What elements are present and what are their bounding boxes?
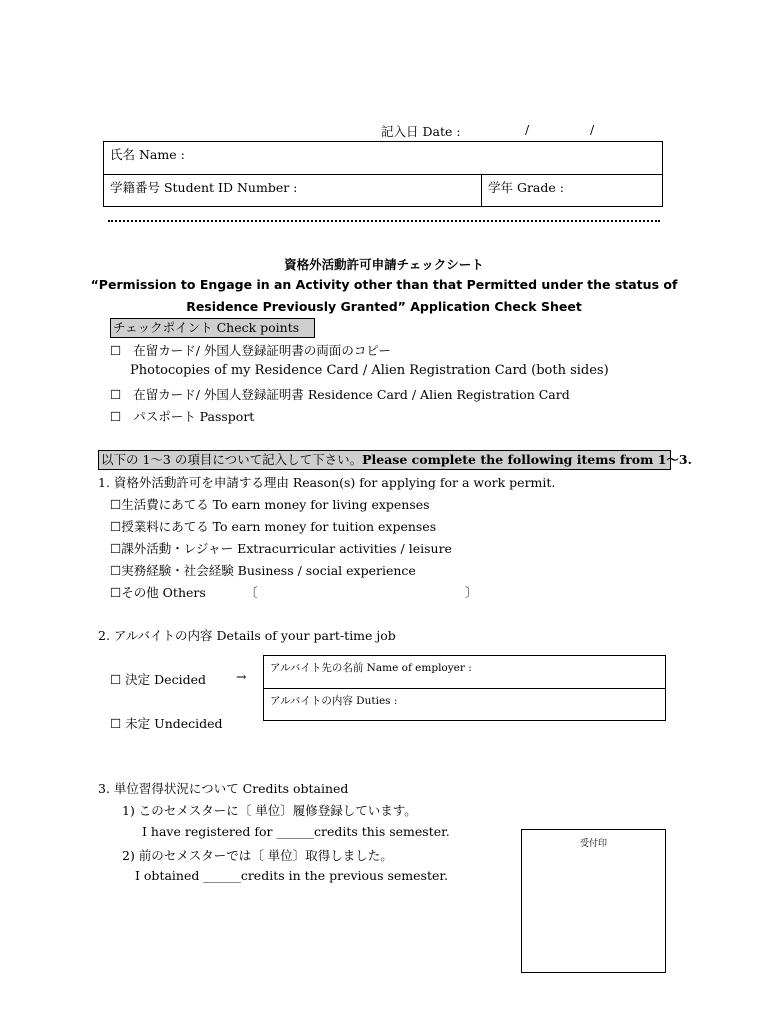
section3-heading: 3. 単位習得状況について Credits obtained bbox=[98, 781, 349, 796]
student-info-table bbox=[103, 141, 663, 207]
title-english-line2: Residence Previously Granted” Application Check Sheet bbox=[186, 299, 582, 314]
credits-registered-jp: 1) このセメスターに〔 単位〕履修登録しています。 bbox=[122, 803, 417, 818]
instruction-japanese: 以下の 1〜3 の項目について記入して下さい。 bbox=[101, 452, 363, 467]
date-separator: / bbox=[590, 122, 595, 137]
employer-name-field[interactable]: アルバイト先の名前 Name of employer : bbox=[270, 662, 472, 674]
instruction-banner bbox=[98, 450, 692, 470]
date-separator: / bbox=[525, 122, 530, 137]
title-english-line1: “Permission to Engage in an Activity other than that Permitted under the status of bbox=[90, 277, 678, 292]
credits-obtained-en[interactable]: I obtained ______credits in the previous semester. bbox=[135, 868, 448, 883]
others-bracket-close: 〕 bbox=[465, 585, 478, 600]
name-row bbox=[104, 142, 662, 175]
reason-option-tuition[interactable]: ☐授業料にあてる To earn money for tuition expenses bbox=[110, 519, 437, 534]
checkpoint-item-translation: Photocopies of my Residence Card / Alien Registration Card (both sides) bbox=[130, 363, 609, 378]
student-id-field[interactable]: 学籍番号 Student ID Number : bbox=[110, 180, 298, 195]
credits-obtained-jp: 2) 前のセメスターでは〔 単位〕取得しました。 bbox=[122, 848, 393, 863]
checkpoint-label: 在留カード/ 外国人登録証明書 Residence Card / Alien Registration Card bbox=[133, 387, 570, 402]
job-undecided-option[interactable]: ☐ 未定 Undecided bbox=[110, 716, 223, 731]
duties-field[interactable]: アルバイトの内容 Duties : bbox=[270, 695, 398, 707]
name-field[interactable]: 氏名 Name : bbox=[110, 147, 185, 162]
checkbox-icon[interactable]: ☐ bbox=[110, 343, 122, 358]
job-details-box bbox=[263, 655, 666, 721]
checkpoint-item[interactable] bbox=[110, 341, 391, 359]
reception-stamp-label: 受付印 bbox=[579, 839, 607, 849]
checkpoint-label: パスポート Passport bbox=[133, 409, 255, 424]
id-grade-row bbox=[104, 175, 662, 207]
reason-option-others[interactable]: ☐その他 Others bbox=[110, 585, 206, 600]
date-label: 記入日 Date : bbox=[381, 124, 461, 139]
section2-heading: 2. アルバイトの内容 Details of your part-time job bbox=[98, 628, 396, 643]
checkbox-icon[interactable]: ☐ bbox=[110, 387, 122, 402]
instruction-english: Please complete the following items from 1〜3. bbox=[362, 452, 692, 467]
checkbox-icon[interactable]: ☐ bbox=[110, 409, 122, 424]
section1-heading: 1. 資格外活動許可を申請する理由 Reason(s) for applying for a work permit. bbox=[98, 475, 556, 490]
reception-stamp-box bbox=[521, 829, 666, 973]
checkpoint-label: 在留カード/ 外国人登録証明書の両面のコピー bbox=[133, 343, 391, 358]
title-japanese: 資格外活動許可申請チェックシート bbox=[284, 257, 484, 272]
reason-option-business[interactable]: ☐実務経験・社会経験 Business / social experience bbox=[110, 563, 416, 578]
reason-option-extracurricular[interactable]: ☐課外活動・レジャー Extracurricular activities / leisure bbox=[110, 541, 452, 556]
grade-field[interactable]: 学年 Grade : bbox=[488, 180, 564, 195]
job-decided-option[interactable]: ☐ 決定 Decided bbox=[110, 672, 206, 687]
dotted-separator bbox=[108, 218, 660, 222]
others-bracket-open: 〔 bbox=[245, 585, 258, 600]
reason-option-living[interactable]: ☐生活費にあてる To earn money for living expenses bbox=[110, 497, 430, 512]
box-divider bbox=[264, 688, 665, 689]
arrow-right-icon: → bbox=[236, 669, 247, 684]
checkpoint-item[interactable] bbox=[110, 407, 254, 425]
checkpoint-item[interactable] bbox=[110, 385, 570, 403]
cell-divider bbox=[481, 175, 482, 207]
checkpoints-heading: チェックポイント Check points bbox=[110, 318, 315, 338]
credits-registered-en[interactable]: I have registered for ______credits this semester. bbox=[142, 824, 450, 839]
